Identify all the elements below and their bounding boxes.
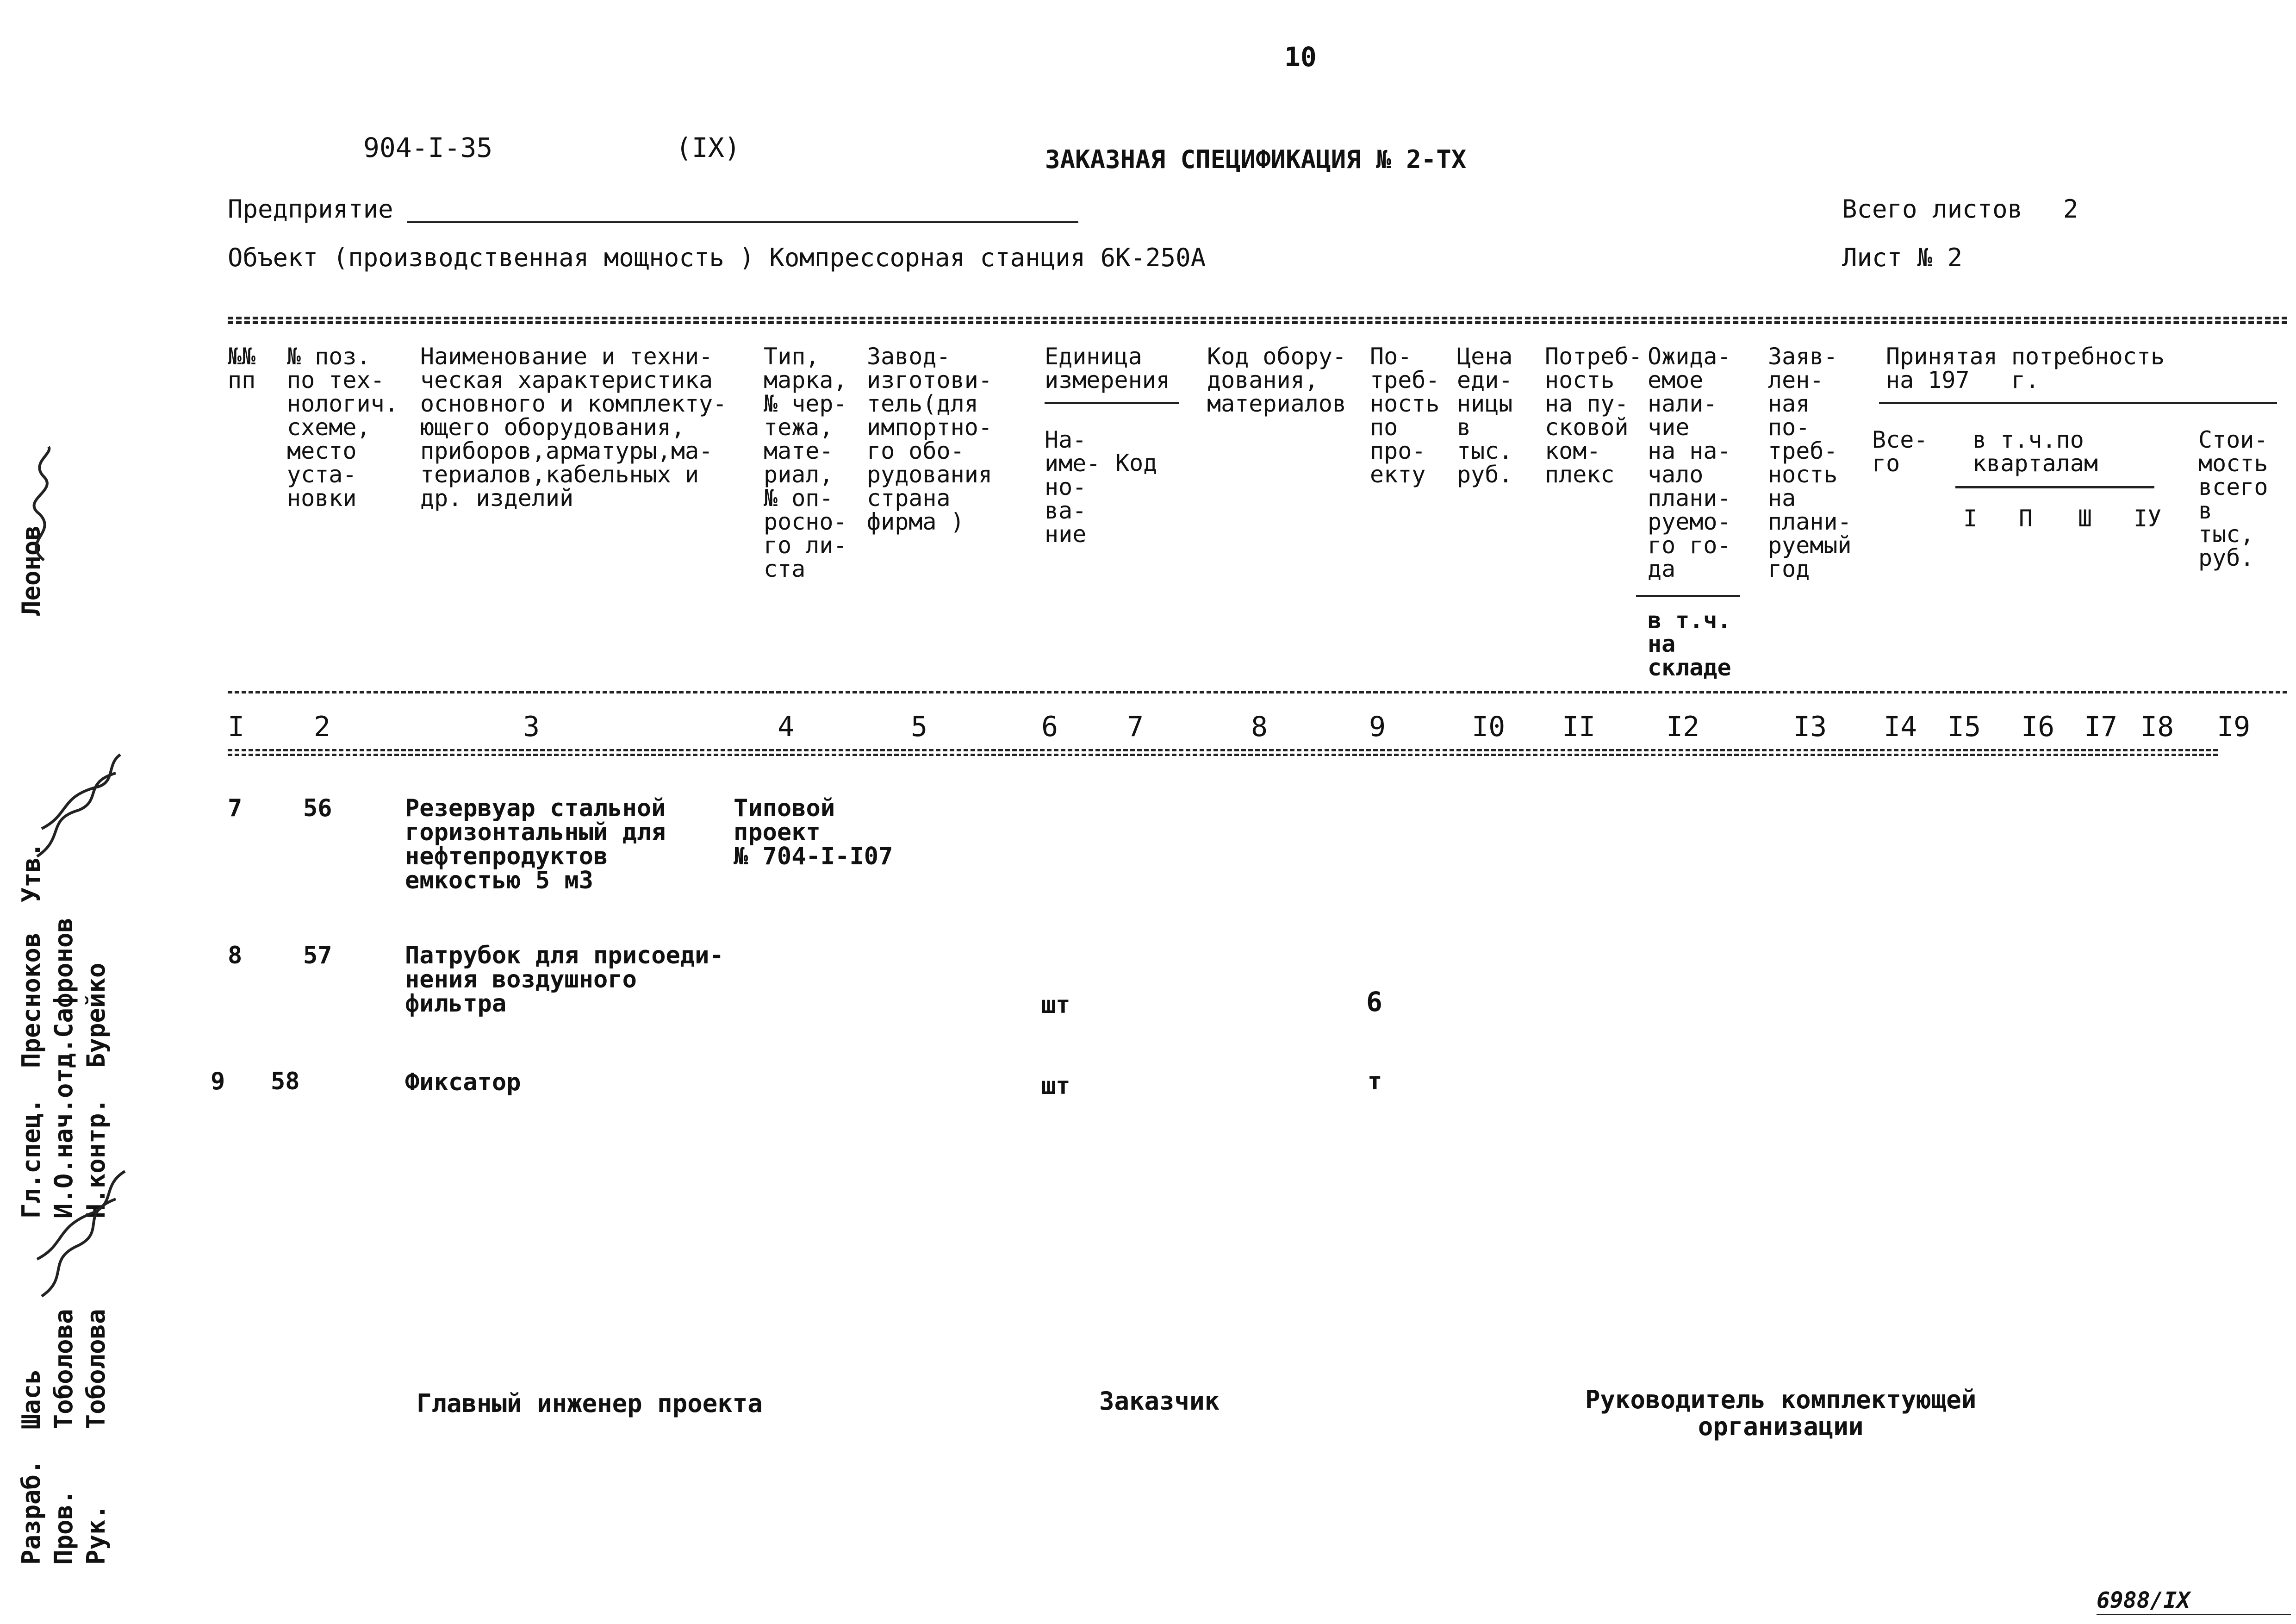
row-unit: шт xyxy=(1041,991,1070,1019)
col-header-accepted-group: Принятая потребность на 197 г. xyxy=(1886,343,2165,394)
col-header-3: Наименование и техни- ческая характеристика основного и комплекту- ющего оборудования, приборов,арматуры,ма- териалов,кабельных и др. изделий xyxy=(420,343,727,512)
side-stamp-col3: Рук. Тоболова Н.контр. Бурейко xyxy=(81,962,111,1565)
leonov-name: Леонов xyxy=(17,525,46,616)
unit-group-rule xyxy=(1045,402,1179,404)
signature-leonov xyxy=(12,444,67,565)
enterprise-label: Предприятие xyxy=(228,194,393,224)
col-header-15: I xyxy=(1963,505,1978,532)
col-12-sub-rule xyxy=(1636,595,1740,597)
header-bottom-rule xyxy=(228,691,2287,693)
sheet-number-label: Лист № 2 xyxy=(1842,243,1963,272)
col-header-16: П xyxy=(2019,505,2033,532)
col-header-13: Заяв- лен- ная по- треб- ность на плани- руемый год xyxy=(1768,343,1852,582)
archive-number: 6988/IX xyxy=(2097,1587,2190,1613)
row-quantity: 6 xyxy=(1366,986,1382,1018)
row-unit: шт xyxy=(1041,1072,1070,1100)
col-number-13: I3 xyxy=(1793,711,1827,743)
table-top-rule-2 xyxy=(228,321,2287,324)
row-number: 8 xyxy=(228,942,243,969)
head-org-label: Руководитель комплектующей организации xyxy=(1585,1385,1977,1441)
customer-label: Заказчик xyxy=(1099,1387,1220,1416)
table-top-rule xyxy=(228,317,2287,319)
row-number: 9 xyxy=(211,1068,225,1095)
col-header-6: На- име- но- ва- ние xyxy=(1045,426,1101,548)
chief-engineer-label: Главный инженер проекта xyxy=(417,1389,763,1418)
row-quantity: т xyxy=(1368,1068,1382,1095)
col-header-17: Ш xyxy=(2078,505,2092,532)
row-name: Фиксатор xyxy=(405,1068,521,1096)
col-header-18: IУ xyxy=(2134,505,2162,532)
col-number-17: I7 xyxy=(2084,711,2118,743)
col-number-10: I0 xyxy=(1472,711,1506,743)
row-position: 56 xyxy=(303,794,332,822)
row-type: Типовой проект № 704-I-I07 xyxy=(734,794,893,870)
col-number-3: 3 xyxy=(523,711,540,743)
column-numbers-bottom-rule xyxy=(228,749,2218,751)
sheets-total-label: Всего листов xyxy=(1842,194,2023,224)
col-number-7: 7 xyxy=(1127,711,1144,743)
object-line: Объект (производственная мощность ) Компрессорная станция 6К-250А xyxy=(228,243,1206,272)
col-number-18: I8 xyxy=(2140,711,2174,743)
col-number-12: I2 xyxy=(1666,711,1700,743)
document-title: ЗАКАЗНАЯ СПЕЦИФИКАЦИЯ № 2-ТХ xyxy=(1045,145,1467,174)
archive-underline xyxy=(2097,1614,2291,1615)
page-number: 10 xyxy=(1284,41,1317,73)
col-number-6: 6 xyxy=(1041,711,1058,743)
side-stamp-col2: Пров. Тоболова И.О.нач.отд.Сафронов xyxy=(49,918,78,1565)
col-header-12-sub: в т.ч. на складе xyxy=(1648,607,1731,681)
side-stamp-col1: Разраб. Шась Гл.спец. Пресноков Утв. xyxy=(17,842,46,1565)
row-position: 58 xyxy=(271,1068,300,1095)
signature-stamp-2 xyxy=(28,1157,130,1305)
col-header-7: Код xyxy=(1115,450,1157,476)
col-header-8: Код обору- дования, материалов xyxy=(1207,343,1347,417)
col-header-5: Завод- изготови- тель(для импортно- го обо- рудования страна фирма ) xyxy=(867,343,992,535)
col-header-2: № поз. по тех- нологич. схеме, место уста- новки xyxy=(287,343,398,512)
col-number-19: I9 xyxy=(2217,711,2251,743)
col-number-2: 2 xyxy=(314,711,331,743)
col-header-14: Все- го xyxy=(1872,426,1928,477)
enterprise-underline xyxy=(407,221,1078,223)
doc-part: (IX) xyxy=(676,132,740,163)
col-header-4: Тип, марка, № чер- тежа, мате- риал, № оп- росно- го ли- ста xyxy=(764,343,847,582)
col-number-5: 5 xyxy=(911,711,928,743)
col-header-11: Потреб- ность на пу- сковой ком- плекс xyxy=(1545,343,1643,488)
col-number-15: I5 xyxy=(1948,711,1981,743)
sheets-total-value: 2 xyxy=(2063,194,2078,224)
row-number: 7 xyxy=(228,794,243,822)
col-number-14: I4 xyxy=(1884,711,1917,743)
col-number-4: 4 xyxy=(778,711,795,743)
col-number-8: 8 xyxy=(1251,711,1268,743)
row-position: 57 xyxy=(303,942,332,969)
col-header-unit-group: Единица измерения xyxy=(1045,343,1170,394)
col-number-1: I xyxy=(228,711,245,743)
col-header-10: Цена еди- ницы в тыс. руб. xyxy=(1457,343,1513,488)
row-name: Резервуар стальной горизонтальный для нефтепродуктов емкостью 5 м3 xyxy=(405,794,666,894)
doc-code: 904-I-35 xyxy=(363,132,493,163)
quarter-group-rule xyxy=(1955,486,2154,488)
accepted-group-rule xyxy=(1879,402,2277,404)
col-header-quarter-group: в т.ч.по кварталам xyxy=(1972,426,2098,477)
col-header-12: Ожида- емое нали- чие на на- чало плани- руемо- го го- да xyxy=(1648,343,1731,582)
col-header-19: Стои- мость всего в тыс, руб. xyxy=(2198,426,2268,571)
column-numbers-bottom-rule-2 xyxy=(228,754,2218,756)
col-number-16: I6 xyxy=(2021,711,2055,743)
col-header-9: По- треб- ность по про- екту xyxy=(1370,343,1440,488)
col-header-1: №№ пп xyxy=(228,343,256,394)
col-number-11: II xyxy=(1562,711,1596,743)
row-name: Патрубок для присоеди- нения воздушного фильтра xyxy=(405,942,724,1018)
col-number-9: 9 xyxy=(1369,711,1386,743)
signature-stamp-1 xyxy=(28,745,130,866)
